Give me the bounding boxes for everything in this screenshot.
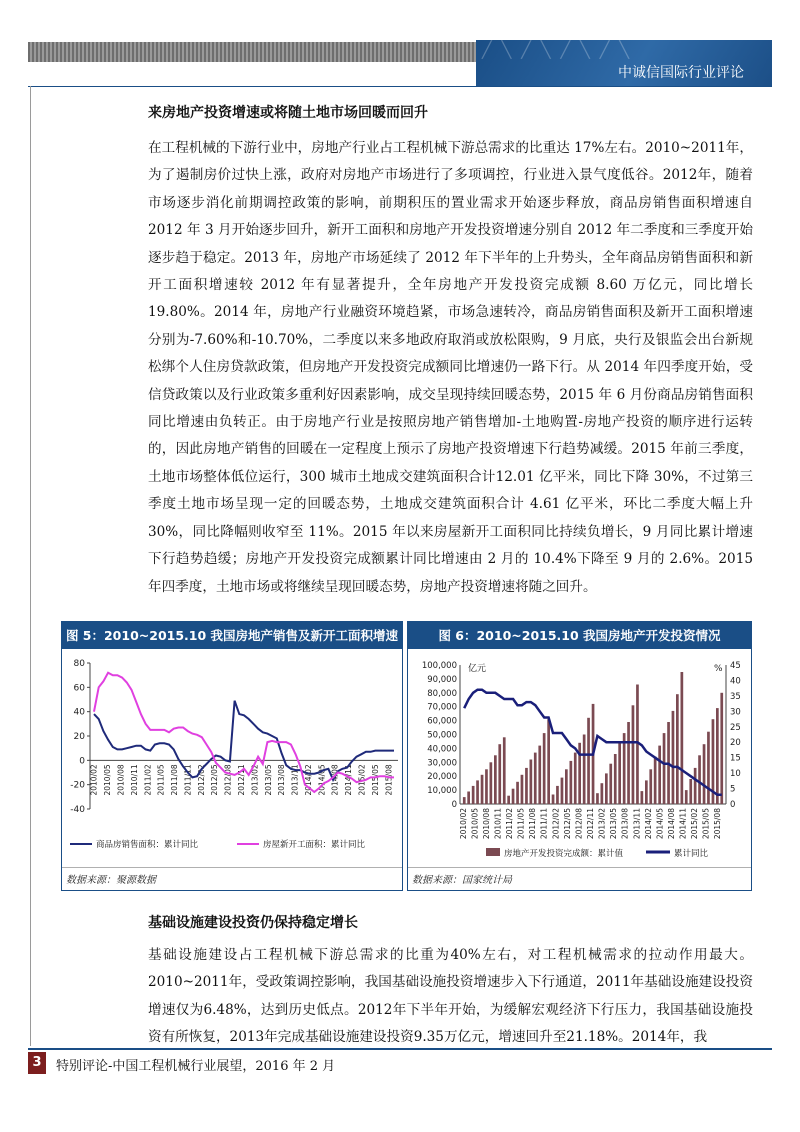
investment-bar [654,757,657,804]
x-tick-label: 2012/02 [196,764,206,796]
y-right-tick-label: 35 [730,691,741,702]
investment-bar [583,735,586,805]
x-tick-label: 2014/11 [678,808,688,840]
y-tick-label: -20 [70,780,85,791]
y-tick-label: 60 [73,683,85,694]
figure-5-separator [62,867,402,868]
header-decoration: ╱╲╱╲╱╲╱╲ [482,40,640,59]
investment-bar [530,760,533,805]
y-right-tick-label: 0 [730,800,736,810]
y-tick-label: 80 [73,659,85,669]
x-tick-label: 2011/02 [143,764,153,796]
y-tick-label: -40 [70,805,85,815]
y-left-tick-label: 0 [451,800,457,810]
investment-bar [538,746,541,804]
x-tick-label: 2015/05 [701,808,711,840]
x-tick-label: 2012/08 [574,808,584,840]
x-tick-label: 2014/08 [330,764,340,796]
investment-bar [561,778,564,804]
investment-bar [658,746,661,804]
figure-5-title: 图 5：2010~2015.10 我国房地产销售及新开工面积增速 [62,622,402,649]
investment-bar [490,762,493,804]
investment-bar [632,705,635,804]
y-left-tick-label: 90,000 [427,674,457,685]
investment-bar [707,732,710,804]
y-right-tick-label: 15 [730,753,741,764]
figure-5-source: 数据来源：聚源数据 [66,875,156,886]
x-tick-label: 2014/05 [655,808,665,840]
x-tick-label: 2014/05 [317,764,327,796]
x-tick-label: 2015/05 [370,764,380,796]
footer-text: 特别评论-中国工程机械行业展望，2016 年 2 月 [56,1059,336,1074]
investment-bar [694,768,697,804]
figure-6 [407,621,752,891]
investment-bar [623,733,626,804]
investment-bar [645,780,648,804]
investment-bar [663,733,666,804]
investment-bar [512,789,515,804]
investment-bar [609,764,612,804]
y-left-tick-label: 20,000 [427,772,457,783]
investment-bar [703,744,706,804]
y-left-tick-label: 100,000 [421,661,457,671]
investment-bar [672,711,675,804]
figure-5-chart [62,649,402,869]
x-tick-label: 2010/05 [470,808,480,840]
x-tick-label: 2011/02 [505,808,515,840]
y-tick-label: 20 [73,732,85,742]
x-tick-label: 2010/08 [481,808,491,840]
x-tick-label: 2013/08 [277,764,287,796]
investment-bar [498,744,501,804]
page-number: 3 [28,1052,46,1074]
legend-label: 房地产开发投资完成额：累计值 [504,849,624,859]
x-tick-label: 2012/02 [551,808,561,840]
figure-5 [61,621,403,891]
x-tick-label: 2014/11 [344,764,354,796]
x-tick-label: 2010/11 [129,764,139,796]
investment-bar [556,786,559,804]
x-tick-label: 2011/05 [516,808,526,840]
y-left-unit: 亿元 [468,664,487,674]
x-tick-label: 2012/05 [562,808,572,840]
investment-bar [649,769,652,804]
investment-bar [596,793,599,804]
x-tick-label: 2013/05 [609,808,619,840]
y-right-tick-label: 5 [730,784,736,795]
y-left-tick-label: 40,000 [427,744,457,755]
investment-bar [676,694,679,804]
x-tick-label: 2013/11 [632,808,642,840]
x-tick-label: 2014/02 [303,764,313,796]
investment-bar [463,797,466,804]
legend-swatch-bar [486,848,500,856]
investment-bar [547,719,550,804]
x-tick-label: 2015/08 [713,808,723,840]
header-banner [476,40,772,86]
figure-6-separator [408,867,751,868]
investment-bar [543,733,546,804]
x-tick-label: 2012/08 [223,764,233,796]
x-tick-label: 2011/05 [156,764,166,796]
investment-bar [534,753,537,804]
x-tick-label: 2010/05 [103,764,113,796]
header-title: 中诚信国际行业评论 [618,65,744,81]
investment-bar [716,708,719,804]
y-left-tick-label: 60,000 [427,716,457,727]
investment-bar [552,795,555,805]
investment-bar [627,722,630,804]
investment-bar [641,791,644,804]
legend-label: 房屋新开工面积：累计同比 [263,840,366,850]
x-tick-label: 2010/02 [458,808,468,840]
paragraph-real-estate: 在工程机械的下游行业中，房地产行业占工程机械下游总需求的比重达 17%左右。2010~2011年，为了遏制房价过快上涨，政府对房地产市场进行了多项调控，行业进入景气度低谷。2012年，随着市场逐步消化前期调控政策的影响，前期积压的置业需求开始逐步释放，商品房销售面积增速自 2012 年 3 月开始逐步回升，新开工面积和房地产开发投资增速分别自 2012 年二季度和三季度开始逐步趋于稳定。2013 年，房地产市场延续了 2012 年下半年的上升势头，全年商品房销售面积和新开工面积增速较 2012 年有显著提升，全年房地产开发投资完成额 8.60 万亿元，同比增长 19.80%。2014 年，房地产行业融资环境趋紧，市场急速转冷，商品房销售面积及新开工面积增速分别为-7.60%和-10.70%，二季度以来多地政府取消或放松限购，9 月底，央行及银监会出台新规松绑个人住房贷款政策，但房地产开发投资完成额同比增速仍一路下行。从 2014 年四季度开始，受信贷政策以及行业政策多重利好因素影响，成交呈现持续回暖态势，2015 年 6 月份商品房销售面积同比增速由负转正。由于房地产行业是按照房地产销售增加-土地购置-房地产投资的顺序进行运转的，因此房地产销售的回暖在一定程度上预示了房地产投资增速下行趋势减缓。2015 年前三季度，土地市场整体低位运行，300 城市土地成交建筑面积合计12.01 亿平米，同比下降 30%，不过第三季度土地市场呈现一定的回暖态势，土地成交建筑面积合计 4.61 亿平米，环比二季度大幅上升 30%，同比降幅则收窄至 11%。2015 年以来房屋新开工面积同比持续负增长，9 月同比累计增速下行趋势趋缓；房地产开发投资完成额累计同比增速由 2 月的 10.4%下降至 9 月的 2.6%。2015 年四季度，土地市场或将继续呈现回暖态势，房地产投资增速将随之回升。 [148,140,753,595]
investment-bar [467,792,470,805]
x-tick-label: 2011/11 [539,808,549,840]
y-right-tick-label: 20 [730,738,741,749]
x-tick-label: 2010/08 [116,764,126,796]
y-right-tick-label: 45 [730,661,741,671]
x-tick-label: 2012/11 [586,808,595,840]
x-tick-label: 2013/05 [263,764,273,796]
y-right-tick-label: 40 [730,676,741,687]
investment-bar [476,780,479,804]
x-tick-label: 2011/08 [170,764,180,796]
x-tick-label: 2013/08 [620,808,630,840]
investment-bar [614,754,617,804]
investment-bar [618,743,621,804]
investment-bar [481,775,484,804]
investment-bar [601,783,604,804]
y-right-unit: % [714,664,723,674]
figure-6-chart [408,649,751,869]
investment-bar [587,718,590,804]
x-tick-label: 2014/08 [666,808,676,840]
y-left-tick-label: 50,000 [427,730,457,741]
figure-6-title: 图 6：2010~2015.10 我国房地产开发投资情况 [408,622,751,649]
y-left-tick-label: 30,000 [427,758,457,769]
x-tick-label: 2013/02 [250,764,260,796]
x-tick-label: 2013/11 [290,764,300,796]
left-margin-rule [30,86,31,1046]
investment-bar [685,790,688,804]
investment-bar [494,755,497,804]
y-left-tick-label: 10,000 [427,786,457,797]
x-tick-label: 2015/08 [384,764,394,796]
x-tick-label: 2011/11 [183,764,193,796]
investment-bar [503,737,506,804]
y-right-tick-label: 25 [730,722,741,733]
investment-bar [681,672,684,804]
legend-label: 商品房销售面积：累计同比 [96,840,199,850]
investment-bar [525,768,528,804]
paragraph-infrastructure: 基础设施建设占工程机械下游总需求的比重为40%左右，对工程机械需求的拉动作用最大。2010~2011年，受政策调控影响，我国基础设施投资增速步入下行通道，2011年基础设施建设投资增速仅为6.48%，达到历史低点。2012年下半年开始，为缓解宏观经济下行压力，我国基础设施投资有所恢复，2013年完成基础设施建设投资9.35万亿元，增速回升至21.18%。2014年，我 [148,947,753,1046]
investment-bar [574,753,577,804]
investment-bar [485,769,488,804]
y-tick-label: 40 [73,707,85,718]
y-tick-label: 0 [79,756,85,767]
investment-bar [472,786,475,804]
y-left-tick-label: 80,000 [427,688,457,699]
investment-bar [521,775,524,804]
investment-bar [570,761,573,804]
x-tick-label: 2010/02 [89,764,99,796]
investment-bar [689,779,692,804]
section-title-real-estate: 来房地产投资增速或将随土地市场回暖而回升 [148,105,428,121]
x-tick-label: 2015/02 [357,764,367,796]
x-tick-label: 2012/11 [237,764,246,796]
y-right-tick-label: 30 [730,707,741,718]
x-tick-label: 2015/02 [690,808,700,840]
x-tick-label: 2013/02 [597,808,607,840]
investment-bar [720,693,723,804]
y-right-tick-label: 10 [730,769,741,780]
section-title-infrastructure: 基础设施建设投资仍保持稳定增长 [148,915,358,931]
header-rule [28,86,772,87]
investment-bar [507,796,510,804]
x-tick-label: 2011/08 [528,808,538,840]
y-left-tick-label: 70,000 [427,702,457,713]
x-tick-label: 2012/05 [210,764,220,796]
x-tick-label: 2014/02 [643,808,653,840]
investment-bar [565,769,568,804]
investment-bar [605,773,608,804]
investment-bar [698,755,701,804]
footer-rule [28,1048,772,1050]
legend-label: 累计同比 [674,849,709,859]
figure-6-source: 数据来源：国家统计局 [412,875,512,886]
investment-bar [516,782,519,804]
x-tick-label: 2010/11 [493,808,503,840]
